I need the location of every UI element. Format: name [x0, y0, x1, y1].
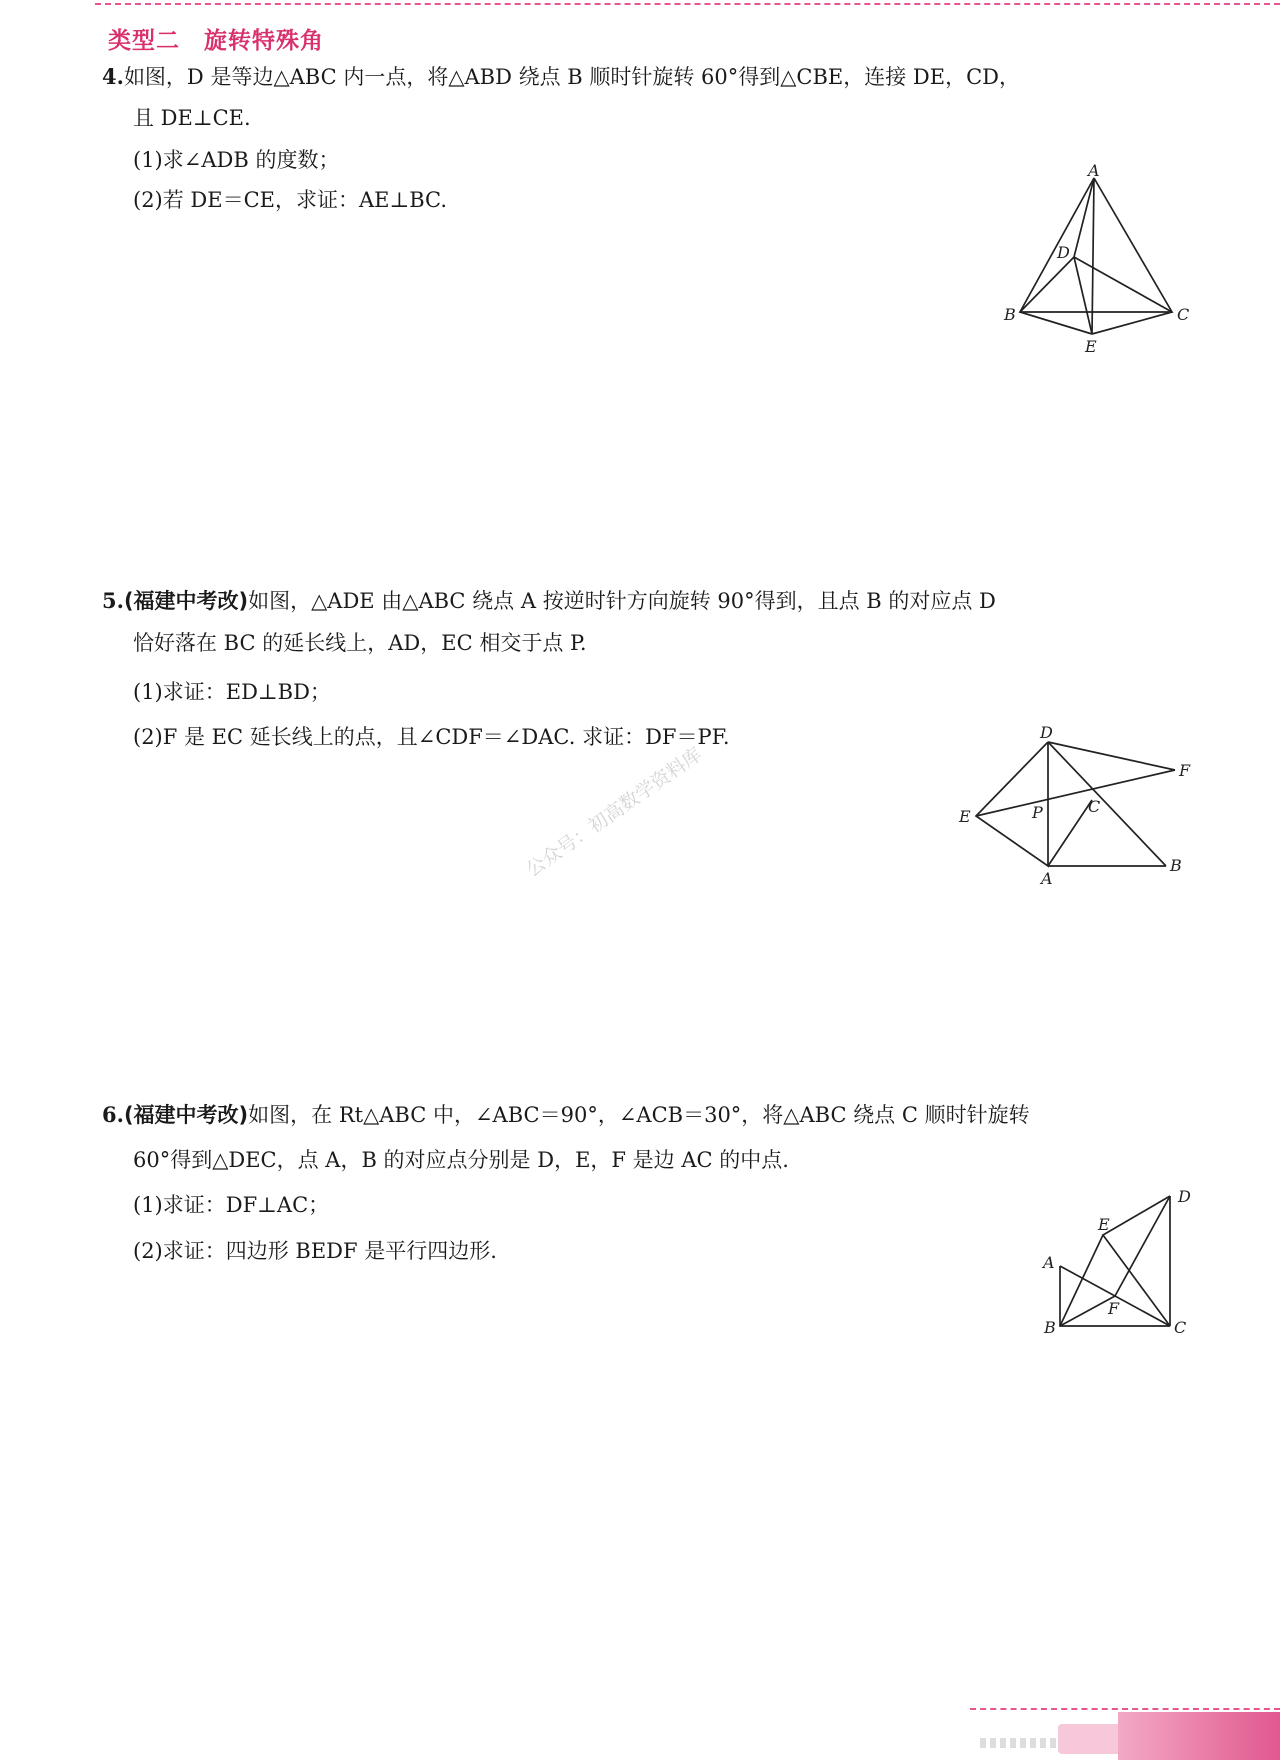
footer-dashed-line — [970, 1708, 1280, 1710]
label-c: C — [1174, 1318, 1187, 1337]
label-b: B — [1004, 305, 1016, 324]
label-a: A — [1088, 161, 1100, 180]
label-c: C — [1177, 305, 1190, 324]
label-e: E — [1098, 1215, 1110, 1234]
problem-6-question-2: (2)求证：四边形 BEDF 是平行四边形. — [133, 1239, 497, 1263]
label-d: D — [1057, 243, 1070, 262]
label-a: A — [1041, 869, 1053, 888]
problem-6-number: 6. — [102, 1102, 124, 1127]
footer-tab — [1058, 1724, 1118, 1754]
problem-5-question-2: (2)F 是 EC 延长线上的点，且∠CDF＝∠DAC. 求证：DF＝PF. — [133, 725, 730, 749]
problem-5-source: (福建中考改) — [123, 589, 249, 613]
footer-pink-block — [1118, 1712, 1280, 1760]
label-e: E — [959, 807, 971, 826]
problem-4-line-2: 且 DE⊥CE. — [133, 106, 251, 130]
label-a: A — [1043, 1253, 1055, 1272]
problem-4-question-2: (2)若 DE＝CE，求证：AE⊥BC. — [133, 188, 448, 212]
label-f: F — [1179, 761, 1191, 780]
label-d: D — [1040, 723, 1053, 742]
problem-6-line-2: 60°得到△DEC，点 A，B 的对应点分别是 D，E，F 是边 AC 的中点. — [133, 1148, 789, 1172]
problem-6-question-1: (1)求证：DF⊥AC； — [133, 1193, 330, 1217]
segment-bf — [1060, 1296, 1115, 1326]
label-e: E — [1085, 337, 1097, 356]
problem-4-text-1: 如图，D 是等边△ABC 内一点，将△ABD 绕点 B 顺时针旋转 60°得到△CBE，连接 DE，CD， — [123, 65, 1020, 89]
label-p: P — [1032, 803, 1043, 822]
watermark: 公众号：初高数学资料库 — [522, 743, 707, 882]
label-b: B — [1044, 1318, 1056, 1337]
section-title: 类型二 旋转特殊角 — [108, 28, 324, 54]
problem-4-question-1: (1)求∠ADB 的度数； — [133, 148, 340, 172]
label-f: F — [1108, 1299, 1120, 1318]
problem-5-number: 5. — [102, 588, 124, 613]
problem-5-line-2: 恰好落在 BC 的延长线上，AD，EC 相交于点 P. — [133, 631, 587, 655]
problem-6-text-1: 如图，在 Rt△ABC 中，∠ABC＝90°，∠ACB＝30°，将△ABC 绕点 C 顺时针旋转 — [248, 1103, 1030, 1127]
segment-be — [1060, 1235, 1103, 1326]
label-d: D — [1178, 1187, 1191, 1206]
label-b: B — [1170, 856, 1182, 875]
problem-5-text-1: 如图，△ADE 由△ABC 绕点 A 按逆时针方向旋转 90°得到，且点 B 的对应点 D — [248, 589, 996, 613]
segment-fd — [1115, 1196, 1170, 1296]
problem-6-source: (福建中考改) — [123, 1103, 249, 1127]
problem-5-question-1: (1)求证：ED⊥BD； — [133, 680, 331, 704]
problem-4-number: 4. — [102, 64, 124, 89]
label-c: C — [1088, 797, 1101, 816]
